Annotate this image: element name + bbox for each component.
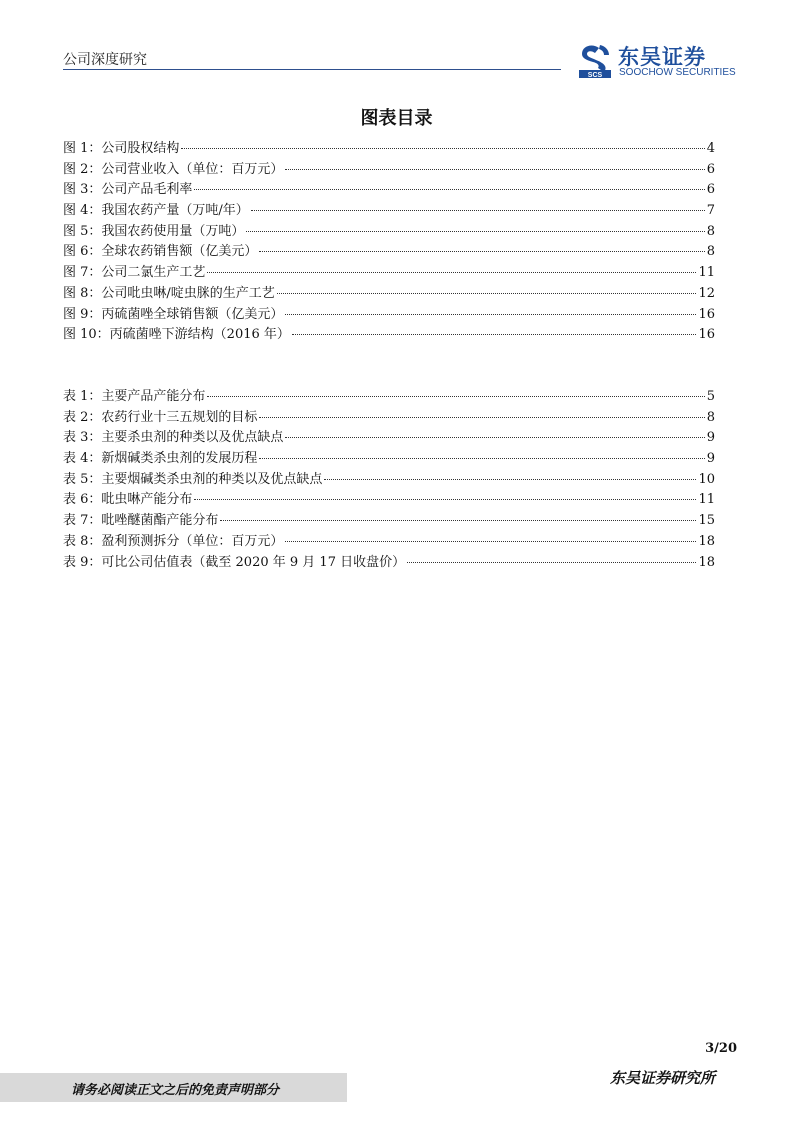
header-section-label: 公司深度研究: [63, 52, 147, 68]
dot-leader: [194, 189, 704, 190]
dot-leader: [292, 334, 697, 335]
figure-entry[interactable]: [63, 220, 715, 241]
figure-entry-label: 图 3：公司产品毛利率: [63, 182, 193, 198]
table-entry-page: 18: [698, 533, 715, 549]
figure-entry-page: 11: [698, 265, 715, 281]
table-entry[interactable]: [63, 385, 715, 406]
table-entry-page: 10: [698, 471, 715, 487]
table-entry-page: 18: [698, 554, 715, 570]
table-entry[interactable]: [63, 509, 715, 530]
table-entry[interactable]: [63, 426, 715, 447]
figure-entry-label: 图 1：公司股权结构: [63, 141, 180, 156]
table-entry-page: 5: [706, 389, 715, 404]
table-entry-page: 11: [698, 492, 715, 508]
figure-entry-label: 图 5：我国农药使用量（万吨）: [63, 223, 245, 239]
table-entry[interactable]: [63, 447, 715, 468]
figure-entry-page: 4: [706, 141, 715, 156]
logo-english-name: SOOCHOW SECURITIES: [619, 67, 736, 78]
figure-entry[interactable]: [63, 282, 715, 303]
toc-title: 图表目录: [360, 108, 433, 129]
dot-leader: [407, 562, 696, 563]
table-entry-page: 9: [706, 451, 715, 467]
figure-entry-label: 图 10：丙硫菌唑下游结构（2016 年）: [63, 327, 290, 343]
dot-leader: [285, 541, 696, 542]
table-entry[interactable]: [63, 406, 715, 427]
table-entry-page: 9: [706, 430, 715, 446]
figure-entry-label: 图 6：全球农药销售额（亿美元）: [63, 244, 258, 260]
logo-mark-icon: [578, 42, 612, 78]
table-entry[interactable]: [63, 551, 715, 572]
table-entry[interactable]: [63, 468, 715, 489]
figure-entry-page: 16: [698, 306, 715, 322]
disclaimer-text: 请务必阅读正文之后的免责声明部分: [71, 1083, 280, 1098]
table-entry[interactable]: [63, 530, 715, 551]
dot-leader: [285, 169, 704, 170]
dot-leader: [220, 520, 696, 521]
dot-leader: [324, 479, 696, 480]
table-entry-label: 表 8：盈利预测拆分（单位：百万元）: [63, 533, 284, 549]
table-entry-label: 表 6：吡虫啉产能分布: [63, 492, 193, 508]
figure-entry[interactable]: [63, 240, 715, 261]
table-entry-label: 表 1：主要产品产能分布: [63, 389, 206, 404]
table-entry-label: 表 5：主要烟碱类杀虫剂的种类以及优点缺点: [63, 471, 323, 487]
table-entry-page: 15: [698, 513, 715, 529]
figure-entry[interactable]: [63, 199, 715, 220]
figure-entry[interactable]: [63, 261, 715, 282]
dot-leader: [181, 148, 704, 149]
table-entry-label: 表 9：可比公司估值表（截至 2020 年 9 月 17 日收盘价）: [63, 554, 406, 570]
dot-leader: [277, 293, 697, 294]
dot-leader: [194, 499, 696, 500]
figure-entry-page: 12: [698, 285, 715, 301]
table-entry-page: 8: [706, 409, 715, 425]
figure-entry-label: 图 9：丙硫菌唑全球销售额（亿美元）: [63, 306, 284, 322]
figure-entry-page: 8: [706, 244, 715, 260]
logo-mark-text: SCS: [587, 71, 603, 78]
figure-entry[interactable]: [63, 178, 715, 199]
figure-entry-page: 8: [706, 223, 715, 239]
table-entry-label: 表 7：吡唑醚菌酯产能分布: [63, 513, 219, 529]
table-entry-label: 表 4：新烟碱类杀虫剂的发展历程: [63, 451, 258, 467]
dot-leader: [259, 458, 704, 459]
logo-chinese-name: 东吴证券: [618, 45, 706, 69]
dot-leader: [251, 210, 705, 211]
figure-list: [63, 137, 715, 344]
table-entry-label: 表 3：主要杀虫剂的种类以及优点缺点: [63, 430, 284, 446]
dot-leader: [246, 231, 704, 232]
figure-entry-label: 图 7：公司二氯生产工艺: [63, 265, 206, 281]
company-logo: [578, 40, 743, 80]
figure-entry-page: 6: [706, 161, 715, 177]
dot-leader: [207, 396, 704, 397]
dot-leader: [285, 314, 696, 315]
table-entry[interactable]: [63, 488, 715, 509]
dot-leader: [259, 417, 704, 418]
page-number: 3/20: [705, 1041, 737, 1056]
dot-leader: [259, 251, 704, 252]
table-list: [63, 385, 715, 571]
header-rule: [63, 69, 561, 70]
figure-entry-label: 图 2：公司营业收入（单位：百万元）: [63, 161, 284, 177]
figure-entry[interactable]: [63, 323, 715, 344]
table-entry-label: 表 2：农药行业十三五规划的目标: [63, 409, 258, 425]
footer-company: 东吴证券研究所: [609, 1069, 715, 1087]
dot-leader: [285, 437, 704, 438]
figure-entry-label: 图 4：我国农药产量（万吨/年）: [63, 203, 249, 219]
figure-entry[interactable]: [63, 137, 715, 158]
dot-leader: [207, 272, 696, 273]
figure-entry[interactable]: [63, 303, 715, 324]
figure-entry[interactable]: [63, 158, 715, 179]
figure-entry-page: 6: [706, 182, 715, 198]
figure-entry-label: 图 8：公司吡虫啉/啶虫脒的生产工艺: [63, 285, 275, 301]
figure-entry-page: 16: [698, 327, 715, 343]
figure-entry-page: 7: [706, 203, 715, 219]
